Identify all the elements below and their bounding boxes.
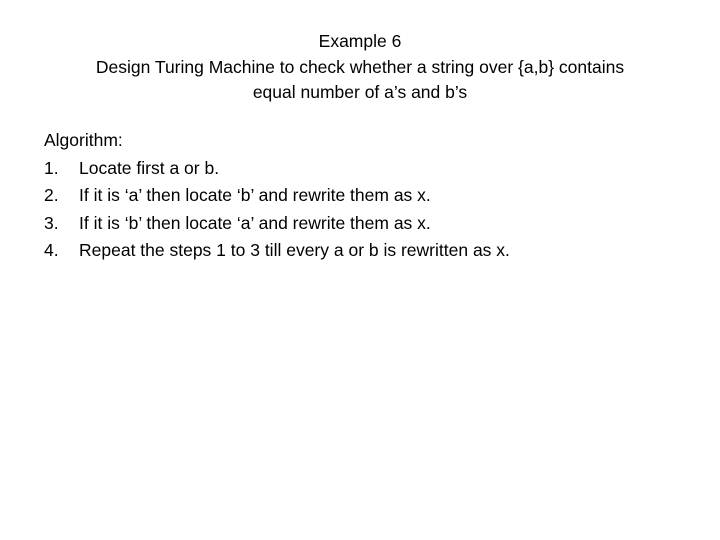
step-number: 1. [44, 157, 59, 178]
step-number: 2. [44, 185, 59, 205]
step-number: 3. [44, 212, 59, 233]
slide-title [20, 29, 700, 106]
title-line-example: Example 6 [318, 31, 402, 51]
step-text: Locate first a or b. [79, 157, 220, 178]
step-text: If it is ‘a’ then locate ‘b’ and rewrite them as x. [79, 185, 431, 205]
step-text: Repeat the steps 1 to 3 till every a or b is rewritten as x. [79, 240, 510, 260]
algorithm-step-2 [44, 182, 694, 210]
title-line-problem: Design Turing Machine to check whether a string over {a,b} contains [95, 56, 625, 77]
step-number: 4. [44, 240, 59, 260]
step-text: If it is ‘b’ then locate ‘a’ and rewrite them as x. [79, 212, 431, 233]
algorithm-steps [44, 155, 694, 265]
title-line-problem-cont: equal number of a’s and b’s [252, 82, 468, 102]
algorithm-step-4 [44, 237, 694, 265]
algorithm-step-1 [44, 155, 694, 183]
algorithm-step-3 [44, 210, 694, 238]
algorithm-section [44, 127, 694, 265]
algorithm-heading: Algorithm: [44, 130, 123, 150]
